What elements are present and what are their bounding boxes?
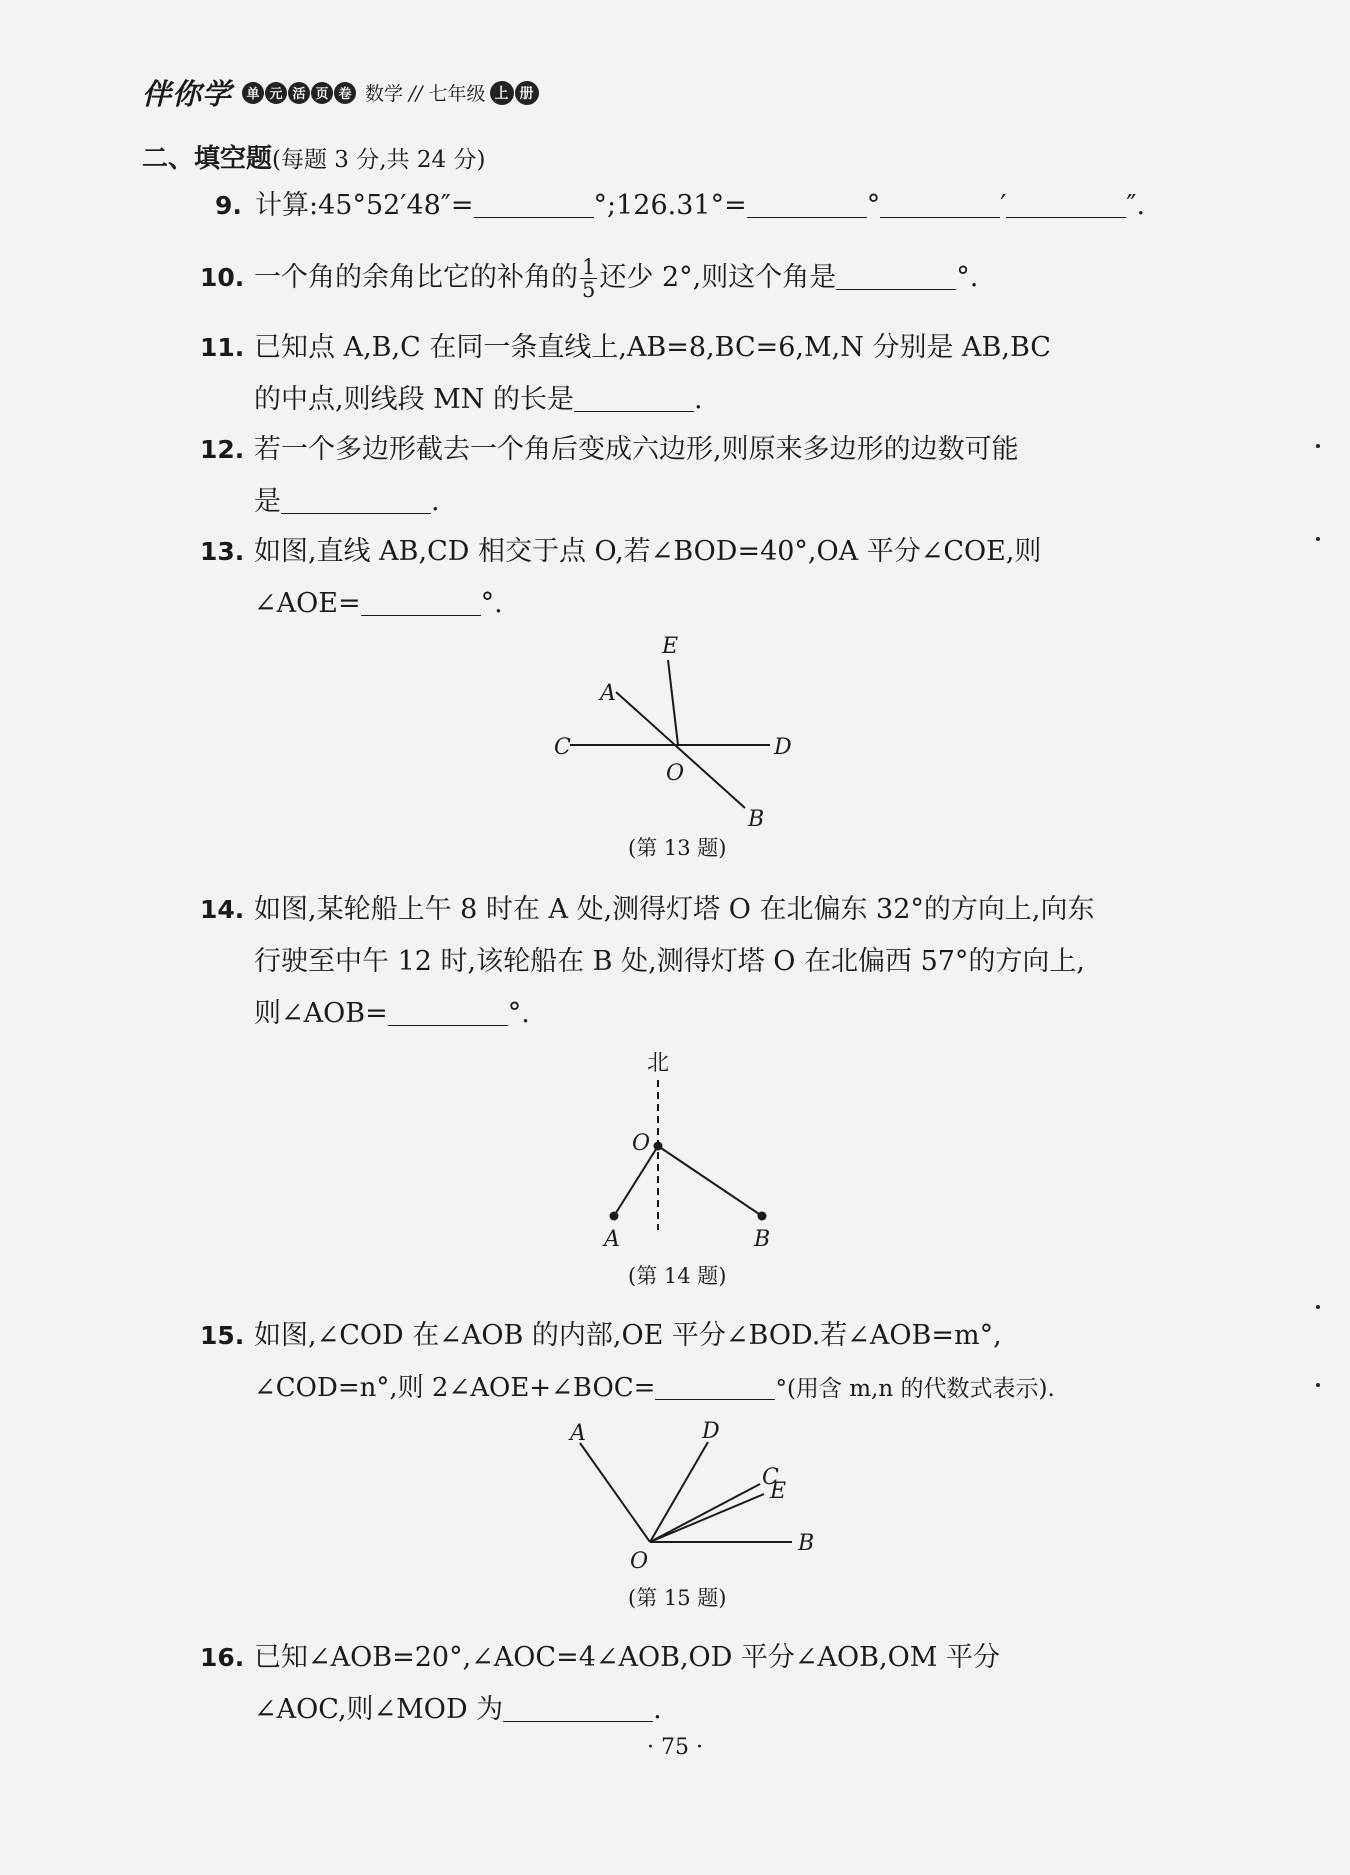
figure-15 <box>560 1420 820 1590</box>
question-text: 如图,∠COD 在∠AOB 的内部,OE 平分∠BOD.若∠AOB=m°, <box>254 1320 1002 1351</box>
section-title <box>142 138 485 175</box>
question-text: 如图,某轮船上午 8 时在 A 处,测得灯塔 O 在北偏东 32°的方向上,向东 <box>254 894 1095 925</box>
question-11 <box>200 322 1051 374</box>
question-text: ° <box>866 190 881 221</box>
answer-blank[interactable] <box>880 189 1000 218</box>
question-11-cont <box>254 374 703 426</box>
binding-mark <box>1316 537 1320 541</box>
series-badge <box>242 82 357 104</box>
ray-oe <box>668 660 678 745</box>
question-text: °;126.31°= <box>593 190 747 221</box>
question-number: 15. <box>200 1321 245 1350</box>
question-text: 则∠AOB= <box>254 998 388 1029</box>
fraction <box>580 256 597 301</box>
question-text: ′ <box>1000 190 1007 221</box>
line-ab <box>616 692 745 808</box>
label-e: E <box>770 1479 787 1504</box>
question-14 <box>200 884 1095 936</box>
question-text: °(用含 m,n 的代数式表示). <box>775 1376 1055 1402</box>
fraction-numerator: 1 <box>582 255 596 279</box>
binding-mark <box>1316 444 1320 448</box>
brand-title: 伴你学 <box>142 77 233 111</box>
segment-oa <box>614 1146 658 1216</box>
figure-13 <box>554 630 830 832</box>
question-text: 还少 2°,则这个角是 <box>599 262 837 293</box>
label-b: B <box>798 1531 815 1556</box>
section-scoring-note: (每题 3 分,共 24 分) <box>272 147 486 173</box>
page-header <box>142 72 540 113</box>
question-text: 的中点,则线段 MN 的长是 <box>254 384 575 415</box>
question-number: 11. <box>200 333 245 362</box>
question-13 <box>200 526 1041 578</box>
question-14-cont <box>254 936 1085 988</box>
ray-oe <box>650 1494 764 1542</box>
answer-blank[interactable] <box>1006 189 1126 218</box>
question-text: °. <box>956 262 979 293</box>
label-a: A <box>570 1421 586 1446</box>
question-text: 若一个多边形截去一个角后变成六边形,则原来多边形的边数可能 <box>254 434 1019 465</box>
label-c: C <box>762 1465 779 1490</box>
question-text: °. <box>480 588 503 619</box>
answer-blank[interactable] <box>503 1693 653 1722</box>
question-13-cont <box>254 578 503 630</box>
label-a: A <box>604 1227 620 1252</box>
section-heading: 二、填空题 <box>142 144 273 174</box>
figure-caption: (第 13 题) <box>628 836 727 860</box>
label-north: 北 <box>647 1051 670 1076</box>
question-number: 10. <box>200 263 245 292</box>
label-e: E <box>662 634 679 659</box>
answer-blank[interactable] <box>361 587 481 616</box>
figure-14 <box>600 1040 800 1252</box>
answer-blank[interactable] <box>747 189 867 218</box>
label-o: O <box>630 1549 649 1574</box>
question-text: 已知∠AOB=20°,∠AOC=4∠AOB,OD 平分∠AOB,OM 平分 <box>254 1642 1000 1673</box>
question-9 <box>215 180 1145 232</box>
page-number: · 75 · <box>647 1735 703 1760</box>
question-10 <box>200 252 978 304</box>
question-number: 14. <box>200 895 245 924</box>
series-char: 单 <box>242 82 264 104</box>
label-o: O <box>666 761 685 786</box>
point-b <box>758 1212 767 1221</box>
question-15 <box>200 1310 1002 1362</box>
answer-blank[interactable] <box>655 1371 775 1400</box>
label-c: C <box>554 735 571 760</box>
question-text: ∠COD=n°,则 2∠AOE+∠BOC= <box>254 1373 656 1403</box>
answer-blank[interactable] <box>388 997 508 1026</box>
series-char: 元 <box>265 82 287 104</box>
question-text: 已知点 A,B,C 在同一条直线上,AB=8,BC=6,M,N 分别是 AB,BC <box>254 332 1051 363</box>
volume-badge <box>490 81 540 105</box>
question-16-cont <box>254 1684 662 1736</box>
question-number: 9. <box>215 191 242 220</box>
question-text: 是 <box>254 486 281 517</box>
answer-blank[interactable] <box>474 189 594 218</box>
series-char: 活 <box>288 82 310 104</box>
question-text: 计算:45°52′48″= <box>255 190 474 221</box>
question-16 <box>200 1632 1000 1684</box>
question-text: . <box>694 384 703 415</box>
question-text: ∠AOC,则∠MOD 为 <box>254 1694 504 1725</box>
question-text: 行驶至中午 12 时,该轮船在 B 处,测得灯塔 O 在北偏西 57°的方向上, <box>254 946 1086 977</box>
question-15-cont <box>254 1362 1055 1415</box>
answer-blank[interactable] <box>574 383 694 412</box>
volume-char: 册 <box>515 81 539 105</box>
subject-label: 数学 <box>365 83 404 105</box>
answer-blank[interactable] <box>281 485 431 514</box>
point-o <box>654 1142 663 1151</box>
label-d: D <box>702 1419 720 1444</box>
answer-blank[interactable] <box>836 261 956 290</box>
question-text: 如图,直线 AB,CD 相交于点 O,若∠BOD=40°,OA 平分∠COE,则 <box>254 536 1042 567</box>
ray-oa <box>580 1443 650 1542</box>
segment-ob <box>658 1146 762 1216</box>
header-divider: // <box>409 80 423 105</box>
label-d: D <box>774 735 792 760</box>
question-14-cont <box>254 988 530 1040</box>
fraction-denominator: 5 <box>582 278 596 302</box>
figure-caption: (第 14 题) <box>628 1264 727 1288</box>
question-12 <box>200 424 1019 476</box>
question-text: ″. <box>1126 190 1146 221</box>
binding-mark <box>1316 1383 1320 1387</box>
question-text: . <box>431 486 440 517</box>
question-text: °. <box>507 998 530 1029</box>
question-number: 12. <box>200 435 245 464</box>
label-o: O <box>632 1131 651 1156</box>
question-number: 13. <box>200 537 245 566</box>
question-12-cont <box>254 476 440 528</box>
question-text: . <box>653 1694 662 1725</box>
volume-char: 上 <box>490 81 514 105</box>
question-text: ∠AOE= <box>254 588 361 619</box>
label-a: A <box>600 681 616 706</box>
binding-mark <box>1316 1305 1320 1309</box>
series-char: 页 <box>311 82 333 104</box>
question-number: 16. <box>200 1643 245 1672</box>
question-text: 一个角的余角比它的补角的 <box>254 262 578 293</box>
figure-caption: (第 15 题) <box>628 1586 727 1610</box>
label-b: B <box>754 1227 771 1252</box>
point-a <box>610 1212 619 1221</box>
series-char: 卷 <box>334 82 356 104</box>
grade-label: 七年级 <box>428 83 486 105</box>
label-b: B <box>748 807 765 832</box>
